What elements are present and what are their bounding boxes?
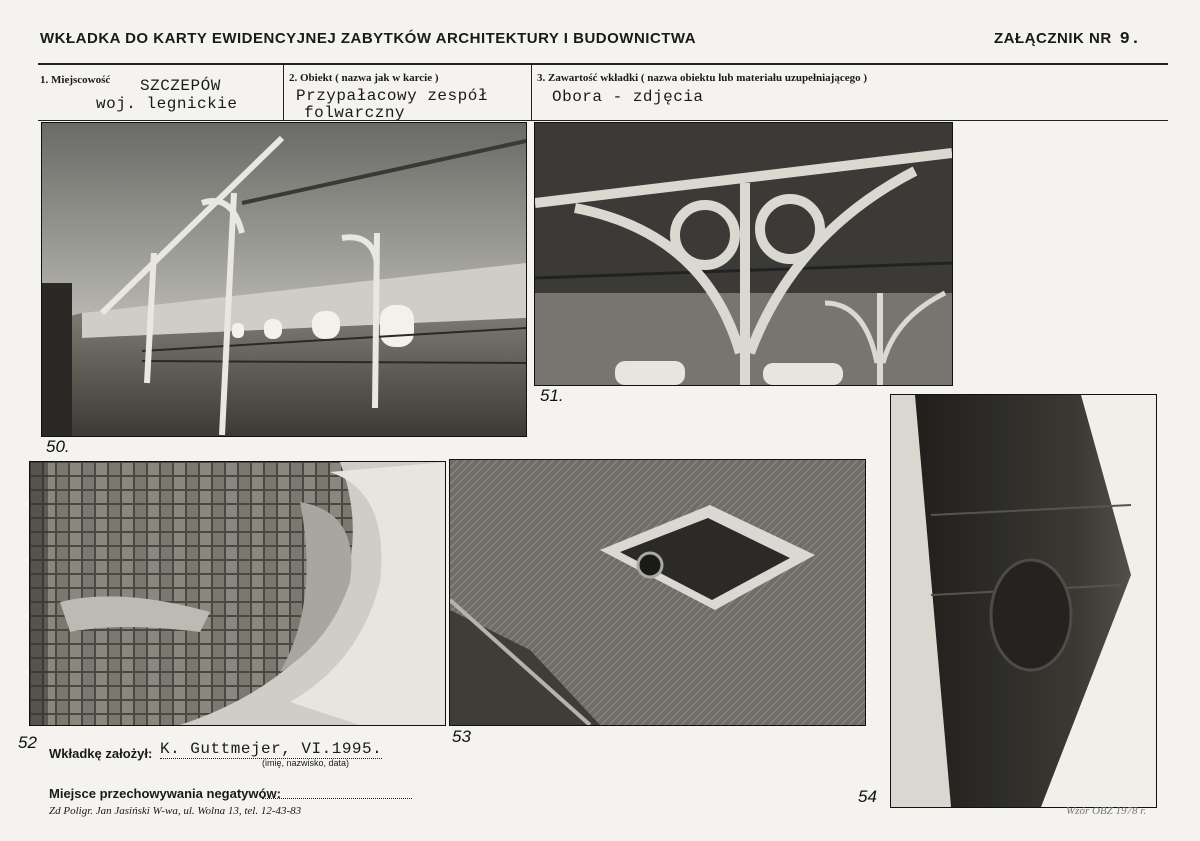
photo-54-image [891, 395, 1156, 807]
form-number: Wzór OBZ 1978 r. [1066, 805, 1147, 817]
photo-number-50: 50. [46, 437, 70, 456]
photo-52 [29, 461, 446, 726]
field-divider-2 [531, 65, 532, 121]
printer-info: Zd Poligr. Jan Jasiński W-wa, ul. Wolna 13, tel. 12-43-83 [49, 805, 302, 817]
annex-number: 9. [1119, 30, 1142, 49]
annex-label-text: ZAŁĄCZNIK NR [994, 30, 1112, 47]
field-bottom-rule [38, 120, 1168, 121]
object-value-line2: folwarczny [304, 104, 406, 122]
photo-53 [449, 459, 866, 726]
photo-54 [890, 394, 1157, 808]
photo-number-54: 54 [858, 787, 877, 806]
photo-50 [41, 122, 527, 437]
photo-50-image [42, 123, 526, 436]
photo-number-53: 53 [452, 727, 471, 746]
object-label: 2. Obiekt ( nazwa jak w karcie ) [289, 72, 439, 84]
photo-51 [534, 122, 953, 386]
photo-53-image [450, 460, 865, 725]
photo-51-image [535, 123, 952, 385]
founded-label: Wkładkę założył: [49, 746, 153, 761]
founded-value: K. Guttmejer, VI.1995. [160, 740, 383, 758]
locality-label: 1. Miejscowość [40, 74, 111, 86]
negatives-value-line [262, 798, 412, 799]
content-label: 3. Zawartość wkładki ( nazwa obiektu lub materiału uzupełniającego ) [537, 72, 868, 84]
header-top-rule [38, 63, 1168, 65]
founded-hint: (imię, nazwisko, data) [262, 758, 350, 768]
annex-label [994, 30, 1141, 49]
photo-number-51: 51. [540, 386, 564, 405]
object-value-line1: Przypałacowy zespół [296, 87, 488, 105]
field-divider-1 [283, 65, 284, 121]
locality-value: SZCZEPÓW [140, 77, 221, 95]
content-value: Obora - zdjęcia [552, 88, 704, 106]
document-title: WKŁADKA DO KARTY EWIDENCYJNEJ ZABYTKÓW ARCHITEKTURY I BUDOWNICTWA [40, 30, 697, 47]
photo-number-52: 52 [18, 733, 37, 752]
voivodeship-value: woj. legnickie [96, 95, 238, 113]
negatives-label: Miejsce przechowywania negatywów: [49, 786, 281, 801]
photo-52-image [30, 462, 445, 725]
